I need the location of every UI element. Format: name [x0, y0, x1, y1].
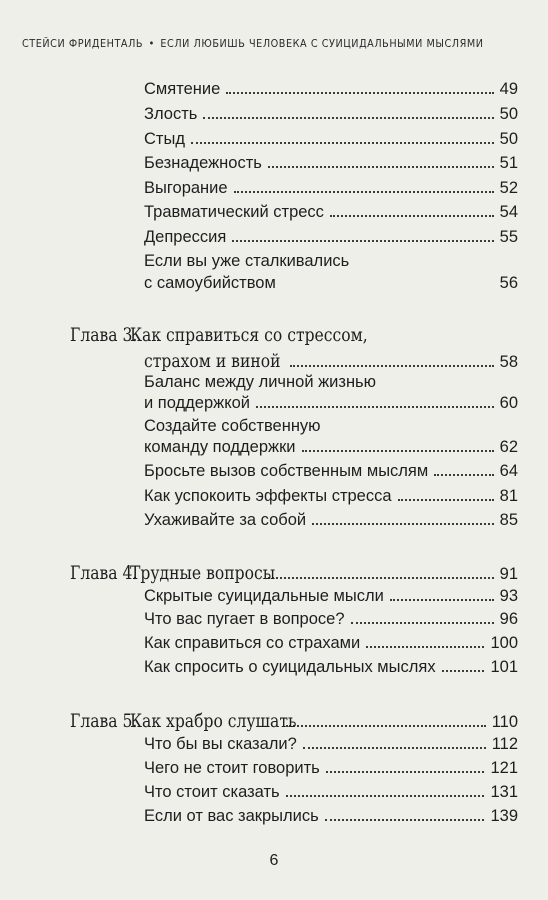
toc-entry[interactable] [144, 804, 518, 826]
toc-entry[interactable] [144, 584, 518, 606]
toc-entry-page: 49 [499, 80, 518, 98]
dot-leader [191, 142, 494, 144]
dot-leader [326, 771, 485, 773]
dot-leader [351, 622, 494, 624]
dot-leader [330, 215, 494, 217]
dot-leader [232, 240, 493, 242]
toc-entry-title: Злость [144, 105, 198, 123]
toc-entry-page: 55 [499, 228, 518, 246]
toc-entry[interactable] [144, 151, 518, 173]
toc-entry-page: 52 [499, 179, 518, 197]
toc-entry-page: 62 [499, 438, 518, 456]
toc-entry-line1[interactable] [144, 249, 349, 271]
dot-leader [256, 406, 494, 408]
dot-leader [234, 191, 494, 193]
chapter-title: страхом и виной [144, 350, 281, 372]
toc-entry-page: 54 [499, 203, 518, 221]
dot-leader [302, 450, 494, 452]
dot-leader [286, 795, 485, 797]
toc-entry-page: 85 [499, 511, 518, 529]
toc-entry[interactable] [144, 77, 518, 99]
chapter-title: Как храбро слушать [130, 710, 297, 732]
toc-entry-title: Создайте собственную [144, 417, 321, 435]
toc-entry-title: Что стоит сказать [144, 783, 280, 801]
toc-entry[interactable] [144, 176, 518, 198]
toc-entry[interactable] [144, 200, 518, 222]
page-number: 6 [269, 852, 279, 869]
toc-entry-title: Как успокоить эффекты стресса [144, 487, 392, 505]
toc-entry-title: Бросьте вызов собственным мыслям [144, 462, 429, 480]
toc-entry-title: Если вы уже сталкивались [144, 252, 350, 270]
toc-entry-page: 139 [490, 807, 518, 825]
toc-entry[interactable] [144, 756, 518, 778]
dot-leader [442, 670, 485, 672]
dot-leader [286, 725, 486, 727]
toc-entry[interactable] [144, 607, 518, 629]
toc-entry-title: Скрытые суицидальные мысли [144, 587, 384, 605]
dot-leader [312, 523, 494, 525]
dot-leader [303, 747, 486, 749]
dot-leader [226, 92, 493, 94]
toc-entry-page: 51 [499, 154, 518, 172]
chapter-heading-4[interactable] [70, 554, 518, 584]
toc-entry[interactable] [144, 732, 518, 754]
toc-entry-page: 50 [499, 105, 518, 123]
toc-entry[interactable] [144, 655, 518, 677]
toc-entry-title: Если от вас закрылись [144, 807, 319, 825]
toc-entry-page: 121 [490, 759, 518, 777]
toc-entry[interactable] [144, 225, 518, 247]
dot-leader [434, 474, 493, 476]
toc-entry-title: Безнадежность [144, 154, 262, 172]
toc-entry-title: и поддержкой [144, 394, 250, 412]
toc-entry-title: Смятение [144, 80, 221, 98]
header-author: СТЕЙСИ ФРИДЕНТАЛЬ [22, 38, 144, 50]
toc-entry-page: 50 [499, 130, 518, 148]
toc-entry-page: 91 [499, 565, 518, 583]
toc-entry-title: команду поддержки [144, 438, 296, 456]
chapter-heading-3-cont[interactable] [144, 342, 518, 372]
toc-entry[interactable] [144, 508, 518, 530]
toc-entry-page: 56 [499, 274, 518, 292]
toc-entry-title: Чего не стоит говорить [144, 759, 320, 777]
toc-entry-page: 96 [499, 610, 518, 628]
toc-entry[interactable] [144, 127, 518, 149]
toc-entry-page: 101 [490, 658, 518, 676]
dot-leader [268, 577, 494, 579]
toc-entry[interactable] [144, 484, 518, 506]
toc-entry-title: Баланс между личной жизнью [144, 373, 377, 391]
toc-entry-line1[interactable] [144, 414, 321, 436]
toc-entry-page: 110 [491, 713, 518, 731]
header-separator: • [148, 38, 155, 50]
toc-entry[interactable] [144, 271, 518, 293]
dot-leader [325, 819, 485, 821]
toc-entry-page: 81 [499, 487, 518, 505]
toc-entry-title: Стыд [144, 130, 185, 148]
toc-entry-title: Как справиться со страхами [144, 634, 361, 652]
toc-entry-title: с самоубийством [144, 274, 276, 292]
toc-entry[interactable] [144, 391, 518, 413]
dot-leader [203, 117, 493, 119]
chapter-title: Как справиться со стрессом, [130, 324, 368, 346]
toc-entry-page: 58 [499, 353, 518, 371]
toc-entry-page: 93 [499, 587, 518, 605]
dot-leader [398, 499, 494, 501]
toc-entry-title: Депрессия [144, 228, 227, 246]
toc-entry-line1[interactable] [144, 370, 376, 392]
toc-entry-page: 60 [499, 394, 518, 412]
toc-entry-page: 131 [490, 783, 518, 801]
toc-entry-title: Травматический стресс [144, 203, 324, 221]
toc-entry[interactable] [144, 780, 518, 802]
toc-entry-page: 112 [491, 735, 518, 753]
header-book-title: ЕСЛИ ЛЮБИШЬ ЧЕЛОВЕКА С СУИЦИДАЛЬНЫМИ МЫСЛЯМИ [160, 38, 484, 50]
toc-entry-title: Как спросить о суицидальных мыслях [144, 658, 436, 676]
chapter-title: Трудные вопросы [130, 562, 276, 584]
dot-leader [366, 646, 484, 648]
toc-entry-page: 100 [490, 634, 518, 652]
chapter-heading-5[interactable] [70, 702, 518, 732]
toc-entry-title: Что вас пугает в вопросе? [144, 610, 345, 628]
toc-entry[interactable] [144, 435, 518, 457]
toc-entry-title: Что бы вы сказали? [144, 735, 297, 753]
toc-entry-page: 64 [499, 462, 518, 480]
chapter-label: Глава 4. [70, 562, 138, 584]
dot-leader [290, 365, 493, 367]
dot-leader [390, 599, 494, 601]
chapter-label: Глава 3. [70, 324, 138, 346]
dot-leader [268, 166, 494, 168]
toc-entry-title: Выгорание [144, 179, 228, 197]
toc-entry[interactable] [144, 102, 518, 124]
chapter-label: Глава 5. [70, 710, 138, 732]
toc-entry-title: Ухаживайте за собой [144, 511, 307, 529]
toc-entry[interactable] [144, 459, 518, 481]
toc-entry[interactable] [144, 631, 518, 653]
